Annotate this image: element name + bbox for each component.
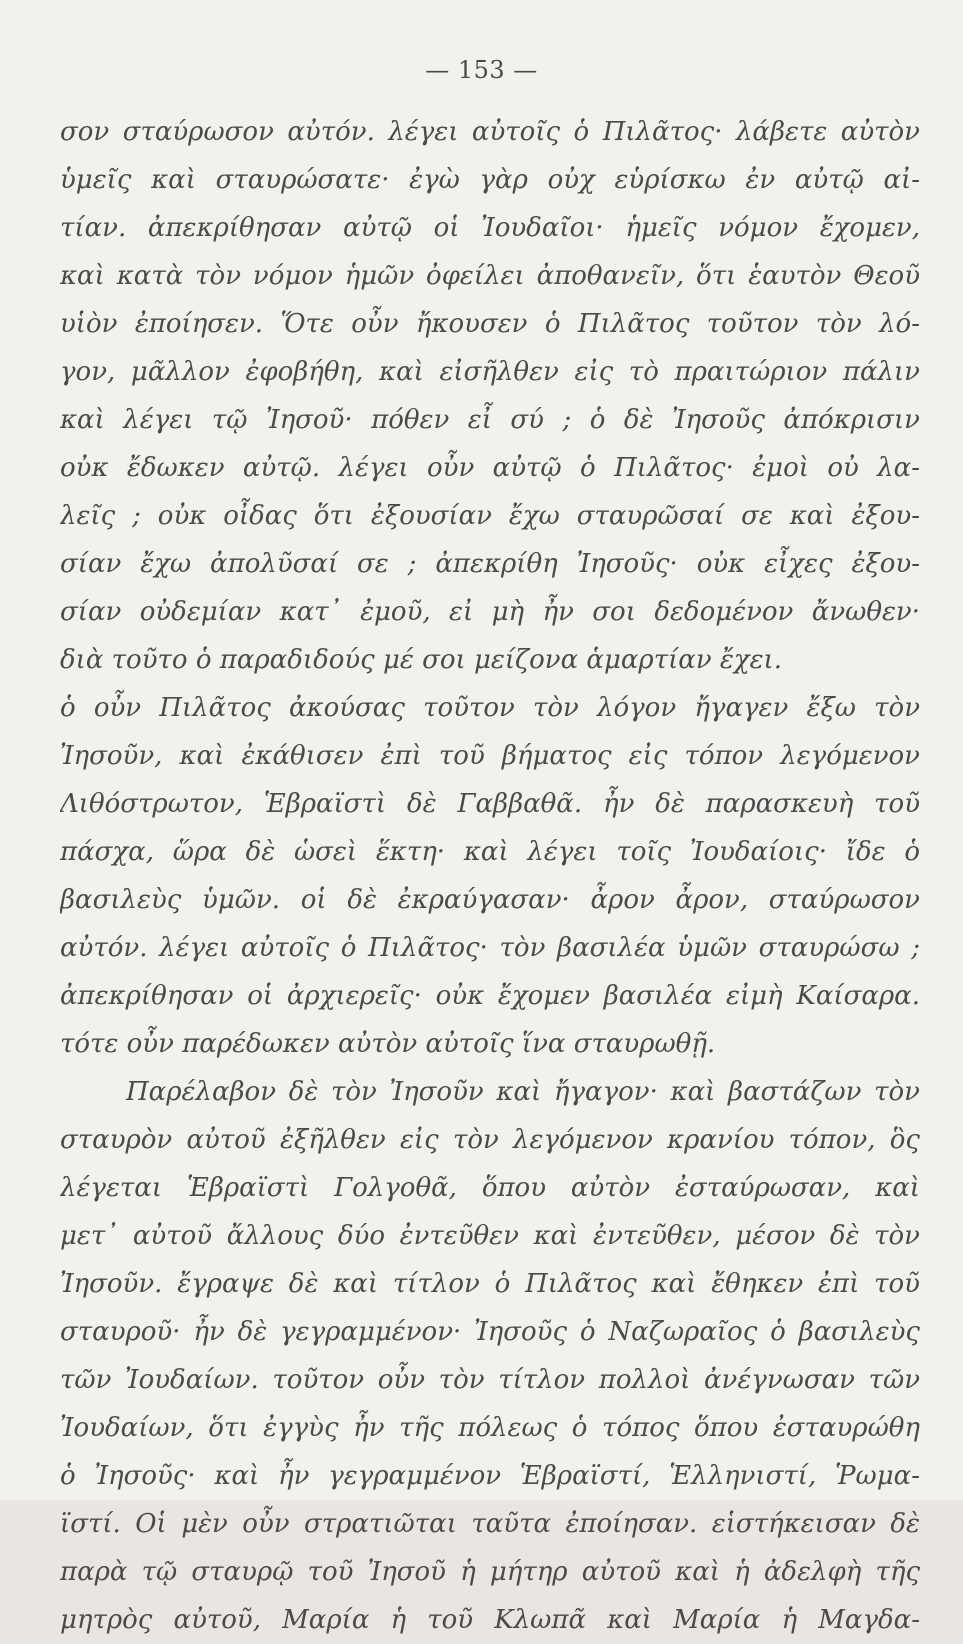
- text-line: Ἰουδαίων, ὅτι ἐγγὺς ἦν τῆς πόλεως ὁ τόπος ὅπου ἐσταυρώθη: [60, 1413, 920, 1443]
- text-line: διὰ τοῦτο ὁ παραδιδούς μέ σοι μείζονα ἁμαρτίαν ἔχει.: [60, 645, 783, 675]
- text-line: λέγεται Ἑβραϊστὶ Γολγοθᾶ, ὅπου αὐτὸν ἐσταύρωσαν, καὶ: [60, 1173, 920, 1203]
- text-line: σταυροῦ· ἦν δὲ γεγραμμένον· Ἰησοῦς ὁ Ναζωραῖος ὁ βασιλεὺς: [60, 1317, 920, 1347]
- text-line: λεῖς ; οὐκ οἶδας ὅτι ἐξουσίαν ἔχω σταυρῶσαί σε καὶ ἐξου-: [60, 501, 920, 531]
- text-line: τίαν. ἀπεκρίθησαν αὐτῷ οἱ Ἰουδαῖοι· ἡμεῖς νόμον ἔχομεν,: [60, 213, 920, 243]
- text-line: οὐκ ἔδωκεν αὐτῷ. λέγει οὖν αὐτῷ ὁ Πιλᾶτος· ἐμοὶ οὐ λα-: [60, 453, 920, 483]
- text-line: βασιλεὺς ὑμῶν. οἱ δὲ ἐκραύγασαν· ἆρον ἆρον, σταύρωσον: [60, 885, 920, 915]
- paragraph-first-line: Παρέλαβον δὲ τὸν Ἰησοῦν καὶ ἤγαγον· καὶ βαστάζων τὸν: [126, 1077, 920, 1107]
- text-line: μητρὸς αὐτοῦ, Μαρία ἡ τοῦ Κλωπᾶ καὶ Μαρία ἡ Μαγδα-: [60, 1605, 920, 1635]
- text-line: υἱὸν ἐποίησεν. Ὅτε οὖν ἤκουσεν ὁ Πιλᾶτος τοῦτον τὸν λό-: [60, 309, 920, 339]
- body-text: [60, 108, 920, 1644]
- text-line: σίαν ἔχω ἀπολῦσαί σε ; ἀπεκρίθη Ἰησοῦς· οὐκ εἶχες ἐξου-: [60, 549, 920, 579]
- text-line: Ἰησοῦν, καὶ ἐκάθισεν ἐπὶ τοῦ βήματος εἰς τόπον λεγόμενον: [60, 741, 920, 771]
- text-line: Λιθόστρωτον, Ἑβραϊστὶ δὲ Γαββαθᾶ. ἦν δὲ παρασκευὴ τοῦ: [60, 789, 920, 819]
- text-line: ὁ Ἰησοῦς· καὶ ἦν γεγραμμένον Ἑβραϊστί, Ἑλληνιστί, Ῥωμα-: [60, 1461, 920, 1491]
- text-line: σίαν οὐδεμίαν κατ᾽ ἐμοῦ, εἰ μὴ ἦν σοι δεδομένον ἄνωθεν·: [60, 597, 920, 627]
- text-line: αὐτόν. λέγει αὐτοῖς ὁ Πιλᾶτος· τὸν βασιλέα ὑμῶν σταυρώσω ;: [60, 933, 920, 963]
- text-line: ϊστί. Οἱ μὲν οὖν στρατιῶται ταῦτα ἐποίησαν. εἱστήκεισαν δὲ: [60, 1509, 920, 1539]
- text-line: πάσχα, ὥρα δὲ ὡσεὶ ἕκτη· καὶ λέγει τοῖς Ἰουδαίοις· ἴδε ὁ: [60, 837, 920, 867]
- text-line: παρὰ τῷ σταυρῷ τοῦ Ἰησοῦ ἡ μήτηρ αὐτοῦ καὶ ἡ ἀδελφὴ τῆς: [60, 1557, 920, 1587]
- text-line: ἀπεκρίθησαν οἱ ἀρχιερεῖς· οὐκ ἔχομεν βασιλέα εἰμὴ Καίσαρα.: [60, 981, 920, 1011]
- text-line: μετ᾽ αὐτοῦ ἄλλους δύο ἐντεῦθεν καὶ ἐντεῦθεν, μέσον δὲ τὸν: [60, 1221, 920, 1251]
- text-line: σταυρὸν αὐτοῦ ἐξῆλθεν εἰς τὸν λεγόμενον κρανίου τόπον, ὃς: [60, 1125, 920, 1155]
- text-line: ὁ οὖν Πιλᾶτος ἀκούσας τοῦτον τὸν λόγον ἤγαγεν ἔξω τὸν: [60, 693, 920, 723]
- text-line: σον σταύρωσον αὐτόν. λέγει αὐτοῖς ὁ Πιλᾶτος· λάβετε αὐτὸν: [60, 117, 920, 147]
- text-line: ὑμεῖς καὶ σταυρώσατε· ἐγὼ γὰρ οὐχ εὑρίσκω ἐν αὐτῷ αἰ-: [60, 165, 920, 195]
- text-line: καὶ λέγει τῷ Ἰησοῦ· πόθεν εἶ σύ ; ὁ δὲ Ἰησοῦς ἀπόκρισιν: [60, 405, 920, 435]
- text-line: τότε οὖν παρέδωκεν αὐτὸν αὐτοῖς ἵνα σταυρωθῇ.: [60, 1029, 716, 1059]
- text-line: Ἰησοῦν. ἔγραψε δὲ καὶ τίτλον ὁ Πιλᾶτος καὶ ἔθηκεν ἐπὶ τοῦ: [60, 1269, 920, 1299]
- page-number: — 153 —: [425, 56, 538, 84]
- text-line: καὶ κατὰ τὸν νόμον ἡμῶν ὀφείλει ἀποθανεῖν, ὅτι ἑαυτὸν Θεοῦ: [60, 261, 920, 291]
- text-line: τῶν Ἰουδαίων. τοῦτον οὖν τὸν τίτλον πολλοὶ ἀνέγνωσαν τῶν: [60, 1365, 920, 1395]
- text-line: γον, μᾶλλον ἐφοβήθη, καὶ εἰσῆλθεν εἰς τὸ πραιτώριον πάλιν: [60, 357, 920, 387]
